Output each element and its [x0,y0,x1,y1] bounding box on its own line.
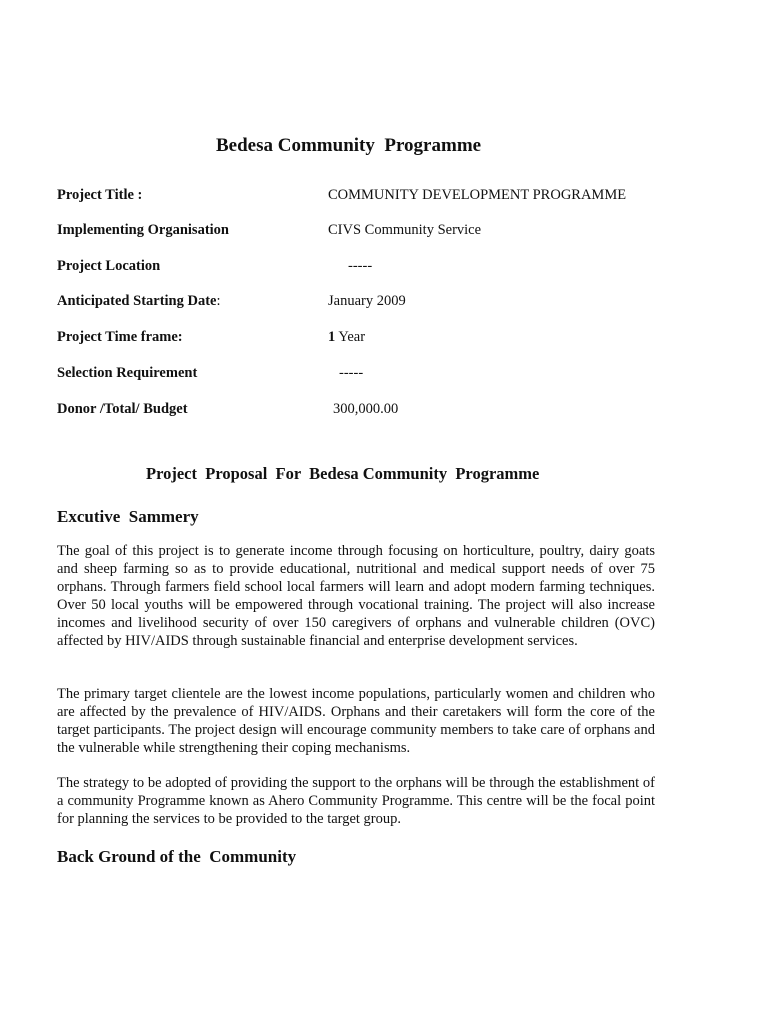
info-row-implementing-organisation [57,219,697,241]
summary-paragraph: The goal of this project is to generate income through focusing on horticulture, poultry, dairy goats and sheep farming so as to provide educational, nutritional and medical support needs of over 75 orphans. Through farmers field school local farmers will learn and adopt modern farming techniques. Over 50 local youths will be empowered through vocational training. The project will also increase incomes and livelihood security of over 150 caregivers of orphans and vulnerable children (OVC) affected by HIV/AIDS through sustainable financial and enterprise development services. [57,543,655,649]
info-label-colon: : [216,293,221,309]
document-title: Bedesa Community Programme [216,135,482,156]
info-row-project-location [57,255,697,277]
info-value: COMMUNITY DEVELOPMENT PROGRAMME [328,187,627,203]
info-label: Donor /Total/ Budget [57,401,188,417]
info-row-project-title [57,184,697,206]
info-row-time-frame [57,326,697,348]
info-label-text: Anticipated Starting Date [57,293,217,309]
info-value-unit: Year [335,329,366,345]
background-heading: Back Ground of the Community [57,847,297,866]
info-label: Project Location [57,258,161,274]
proposal-title: Project Proposal For Bedesa Community Programme [146,464,540,483]
info-label [57,290,221,312]
info-value: ----- [339,365,364,381]
info-label: Project Title : [57,187,143,203]
summary-paragraph: The strategy to be adopted of providing the support to the orphans will be through the establishment of a community Programme known as Ahero Community Programme. This centre will be the focal point for planning the services to be provided to the target group. [57,775,655,827]
info-value-number: 1 [328,329,336,345]
executive-summary-heading: Excutive Sammery [57,507,199,526]
summary-paragraph: The primary target clientele are the lowest income populations, particularly women and children who are affected by the prevalence of HIV/AIDS. Orphans and their caretakers will form the core of the target participants. The project design will encourage community members to take care of orphans and the vulnerable while strengthening their coping mechanisms. [57,686,655,756]
info-value: CIVS Community Service [328,222,482,238]
info-label: Project Time frame: [57,329,183,345]
info-value: ----- [348,258,373,274]
info-label: Selection Requirement [57,365,198,381]
info-row-starting-date [57,290,697,312]
info-value: January 2009 [328,293,406,309]
info-row-budget [57,398,697,420]
info-label: Implementing Organisation [57,222,229,238]
info-row-selection-requirement [57,362,697,384]
info-value: 300,000.00 [333,401,399,417]
info-value [328,326,365,348]
